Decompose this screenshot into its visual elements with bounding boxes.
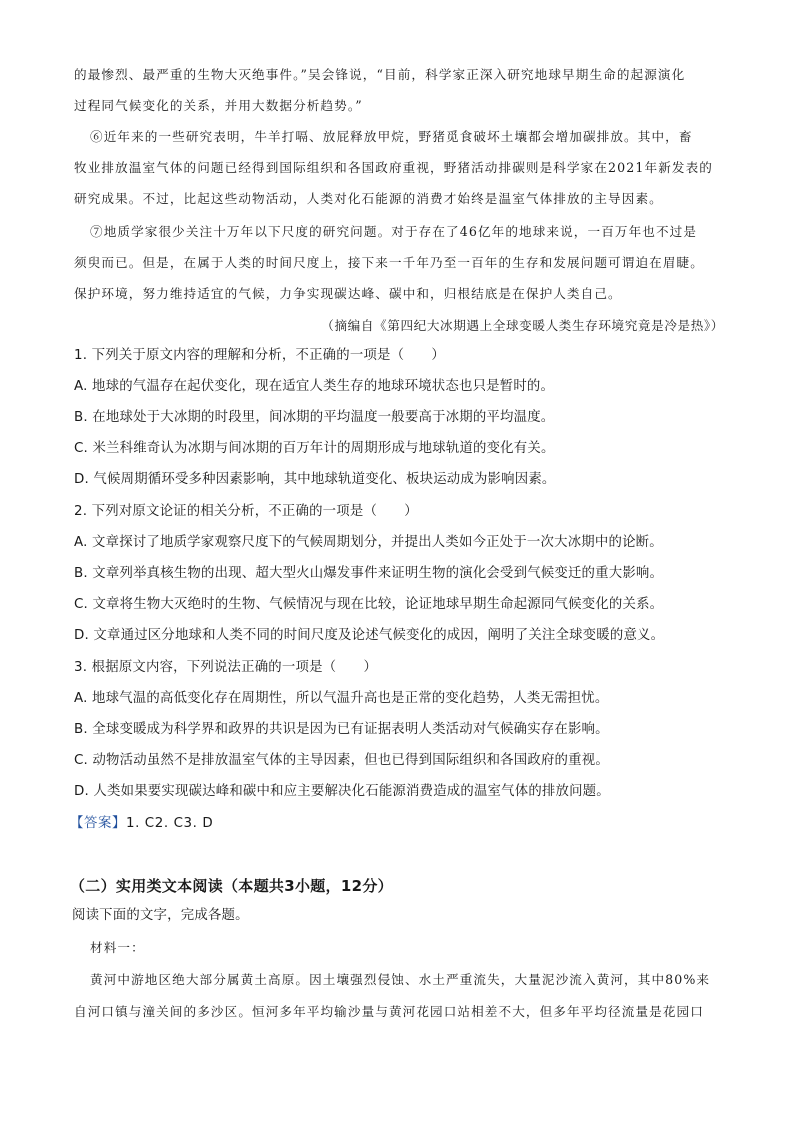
question-3-option-d: D. 人类如果要实现碳达峰和碳中和应主要解决化石能源消费造成的温室气体的排放问题。 <box>74 784 610 799</box>
question-1-option-b: B. 在地球处于大冰期的时段里，间冰期的平均温度一般要高于冰期的平均温度。 <box>74 410 555 425</box>
article-p1-line-2: 过程同气候变化的关系，并用大数据分析趋势。” <box>74 98 363 113</box>
question-3-option-b: B. 全球变暖成为科学界和政界的共识是因为已有证据表明人类活动对气候确实存在影响。 <box>74 722 609 737</box>
section-2-instruction: 阅读下面的文字，完成各题。 <box>72 908 249 923</box>
article-p1-line-1: 的最惨烈、最严重的生物大灭绝事件。”吴会锋说，“目前，科学家正深入研究地球早期生命的起源演化 <box>74 67 686 82</box>
material-1-line-2: 自河口镇与潼关间的多沙区。恒河多年平均输沙量与黄河花园口站相差不大，但多年平均径流量是花园口 <box>74 1004 704 1019</box>
article-p3-line-2: 须臾而已。但是，在属于人类的时间尺度上，接下来一千年乃至一百年的生存和发展问题可谓迫在眉睫。 <box>74 255 704 270</box>
question-2-option-a: A. 文章探讨了地质学家观察尺度下的气候周期划分，并提出人类如今正处于一次大冰期中的论断。 <box>74 535 663 550</box>
question-2-option-b: B. 文章列举真核生物的出现、超大型火山爆发事件来证明生物的演化会受到气候变迁的重大影响。 <box>74 566 664 581</box>
material-1-label: 材料一： <box>90 940 145 955</box>
question-1-stem: 1. 下列关于原文内容的理解和分析，不正确的一项是（ ） <box>74 348 445 363</box>
answer-value: 1. C2. C3. D <box>125 816 214 831</box>
article-p2-line-2: 牧业排放温室气体的问题已经得到国际组织和各国政府重视，野猪活动排碳则是科学家在2021年新发表的 <box>74 160 713 175</box>
question-2-option-d: D. 文章通过区分地球和人类不同的时间尺度及论述气候变化的成因，阐明了关注全球变暖的意义。 <box>74 628 665 643</box>
answer-line <box>70 814 720 834</box>
material-1-line-1: 黄河中游地区绝大部分属黄土高原。因土壤强烈侵蚀、水土严重流失，大量泥沙流入黄河，其中80%来 <box>90 972 711 987</box>
question-2-stem: 2. 下列对原文论证的相关分析，不正确的一项是（ ） <box>74 504 418 519</box>
article-p2-line-3: 研究成果。不过，比起这些动物活动，人类对化石能源的消费才始终是温室气体排放的主导因素。 <box>74 191 663 206</box>
question-3-stem: 3. 根据原文内容，下列说法正确的一项是（ ） <box>74 660 378 675</box>
article-p2-line-1: ⑥近年来的一些研究表明，牛羊打嗝、放屁释放甲烷，野猪觅食破坏土壤都会增加碳排放。其中，畜 <box>90 129 693 144</box>
article-p3-line-1: ⑦地质学家很少关注十万年以下尺度的研究问题。对于存在了46亿年的地球来说，一百万年也不过是 <box>90 224 698 239</box>
question-1-option-a: A. 地球的气温存在起伏变化，现在适宜人类生存的地球环境状态也只是暂时的。 <box>74 379 555 394</box>
question-3-option-c: C. 动物活动虽然不是排放温室气体的主导因素，但也已得到国际组织和各国政府的重视。 <box>74 753 609 768</box>
section-2-title: （二）实用类文本阅读（本题共3小题，12分） <box>70 877 393 895</box>
question-1-option-d: D. 气候周期循环受多种因素影响，其中地球轨道变化、板块运动成为影响因素。 <box>74 472 556 487</box>
article-source: （摘编自《第四纪大冰期遇上全球变暖人类生存环境究竟是冷是热》） <box>321 318 724 333</box>
question-3-option-a: A. 地球气温的高低变化存在周期性，所以气温升高也是正常的变化趋势，人类无需担忧。 <box>74 691 609 706</box>
question-2-option-c: C. 文章将生物大灭绝时的生物、气候情况与现在比较，论证地球早期生命起源同气候变化的关系。 <box>74 597 664 612</box>
article-p3-line-3: 保护环境，努力维持适宜的气候，力争实现碳达峰、碳中和，归根结底是在保护人类自己。 <box>74 286 622 301</box>
question-1-option-c: C. 米兰科维奇认为冰期与间冰期的百万年计的周期形成与地球轨道的变化有关。 <box>74 441 555 456</box>
answer-tag: 【答案】 <box>70 816 126 831</box>
